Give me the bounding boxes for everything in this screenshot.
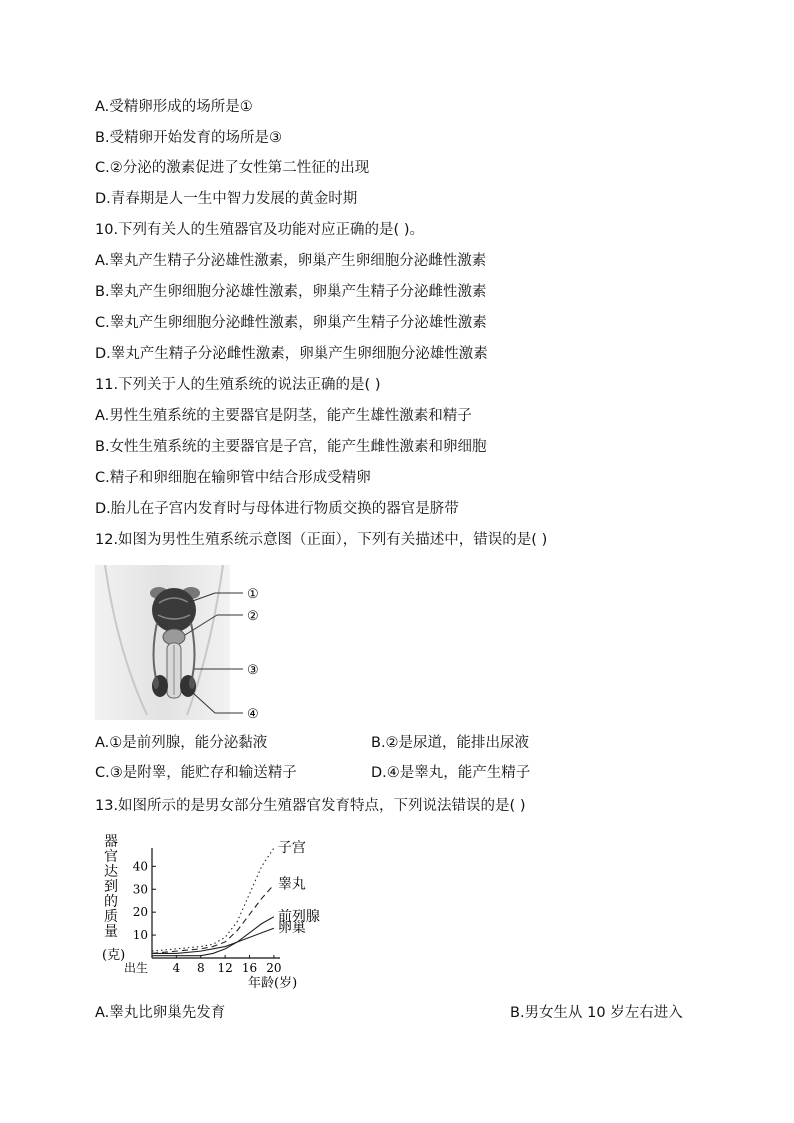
y-axis-label-char: 的 [104, 894, 118, 910]
diagram-label-3: ③ [247, 663, 259, 678]
x-tick-label: 4 [172, 961, 181, 975]
y-axis-unit: (克) [102, 948, 126, 963]
x-tick-label: 20 [266, 961, 282, 975]
q11-option-b: B.女性生殖系统的主要器官是子宫，能产生雌性激素和卵细胞 [95, 439, 487, 455]
q9-option-d: D.青春期是人一生中智力发展的黄金时期 [95, 191, 358, 207]
series-label-2: 睾丸 [277, 876, 306, 893]
q13-stem: 13.如图所示的是男女部分生殖器官发育特点，下列说法错误的是( ) [95, 798, 526, 814]
q12-option-d: D.④是睾丸，能产生精子 [371, 765, 531, 781]
x-tick-label: 出生 [123, 961, 148, 975]
q10-option-c: C.睾丸产生卵细胞分泌雌性激素，卵巢产生精子分泌雄性激素 [95, 315, 487, 331]
q11-option-a: A.男性生殖系统的主要器官是阴茎，能产生雄性激素和精子 [95, 408, 472, 424]
y-axis-label-char: 达 [104, 864, 118, 880]
series-label-1: 子宫 [277, 840, 306, 856]
y-axis-label-char: 器 [104, 834, 118, 850]
y-axis-label-char: 质 [104, 909, 118, 925]
q9-option-a: A.受精卵形成的场所是① [95, 99, 253, 115]
q9-option-b: B.受精卵开始发育的场所是③ [95, 130, 283, 146]
series-label-3: 前列腺 [277, 908, 320, 925]
series-line-2 [152, 885, 274, 954]
diagram-label-1: ① [247, 587, 259, 602]
x-axis-label: 年龄(岁) [248, 976, 298, 991]
organ-development-chart [100, 830, 340, 995]
diagram-label-2: ② [247, 609, 259, 624]
y-axis-label-char: 官 [104, 849, 118, 865]
series-label-4: 卵巢 [277, 920, 306, 937]
q10-option-a: A.睾丸产生精子分泌雄性激素，卵巢产生卵细胞分泌雌性激素 [95, 253, 487, 269]
q12-option-a: A.①是前列腺，能分泌黏液 [95, 735, 268, 751]
q11-option-c: C.精子和卵细胞在输卵管中结合形成受精卵 [95, 470, 371, 486]
q10-stem: 10.下列有关人的生殖器官及功能对应正确的是( )。 [95, 222, 424, 238]
q13-option-b: B.男女生从 10 岁左右进入 [510, 1005, 683, 1021]
q9-option-c: C.②分泌的激素促进了女性第二性征的出现 [95, 160, 370, 176]
y-axis-label-char: 量 [104, 924, 118, 940]
q12-option-c: C.③是附睾，能贮存和输送精子 [95, 765, 297, 781]
y-tick-label: 10 [132, 928, 148, 943]
q12-option-b: B.②是尿道，能排出尿液 [371, 735, 530, 751]
y-tick-label: 40 [132, 859, 148, 874]
q11-stem: 11.下列关于人的生殖系统的说法正确的是( ) [95, 377, 381, 393]
y-tick-label: 20 [132, 905, 148, 920]
y-tick-label: 30 [132, 882, 148, 897]
y-axis-label [102, 834, 125, 963]
q13-option-a: A.睾丸比卵巢先发育 [95, 1005, 226, 1021]
x-tick-label: 16 [241, 961, 258, 975]
q10-option-d: D.睾丸产生精子分泌雌性激素，卵巢产生卵细胞分泌雄性激素 [95, 346, 488, 362]
x-tick-label: 12 [217, 961, 233, 975]
x-tick-label: 8 [196, 961, 205, 975]
q11-option-d: D.胎儿在子宫内发育时与母体进行物质交换的器官是脐带 [95, 501, 459, 517]
male-reproductive-diagram [95, 565, 275, 720]
y-axis-label-char: 到 [104, 879, 118, 895]
diagram-label-4: ④ [247, 707, 259, 720]
q10-option-b: B.睾丸产生卵细胞分泌雄性激素，卵巢产生精子分泌雌性激素 [95, 284, 487, 300]
q12-stem: 12.如图为男性生殖系统示意图（正面），下列有关描述中，错误的是( ) [95, 532, 548, 548]
